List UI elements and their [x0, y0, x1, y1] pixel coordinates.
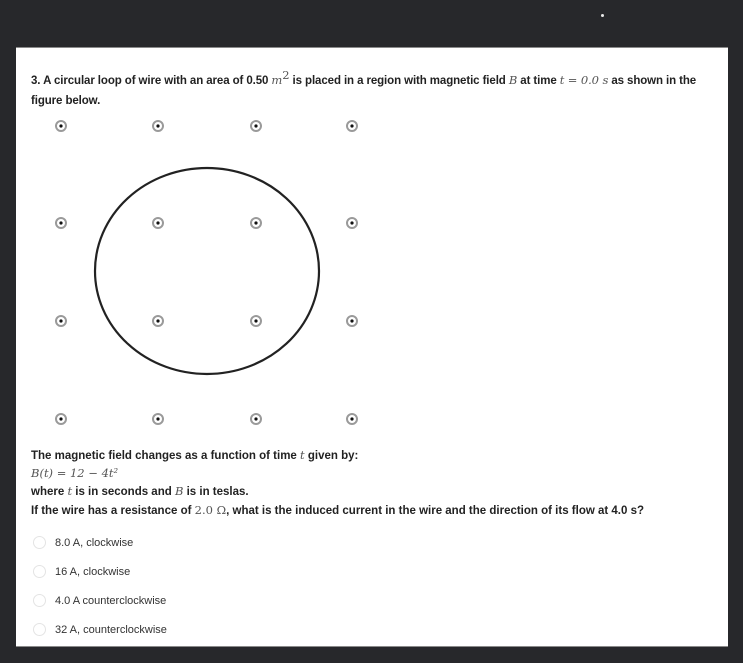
field-out-of-page-icon [251, 316, 261, 326]
field-out-of-page-icon [347, 414, 357, 424]
question-body: The magnetic field changes as a function of time t given by: B(t) = 12 − 4t² where t is in seconds and B is in teslas. If the wire has a resistance of 2.0 Ω, what is the induced current in the wire and the direction of its flow at 4.0 s? [31, 448, 645, 517]
field-out-of-page-icon [251, 414, 261, 424]
question-number: 3. [31, 74, 41, 87]
field-out-of-page-icon [56, 218, 66, 228]
radio-button[interactable] [33, 536, 46, 549]
field-equation: B(t) = 12 − 4t² [31, 466, 119, 480]
field-out-of-page-icon [56, 121, 66, 131]
question-text: 3. A circular loop of wire with an area of 0.50 $m^2$ is placed in a region with magnetic field B at time t = 0.0 s as shown in the figure below. [31, 68, 697, 107]
field-out-of-page-icon [153, 414, 163, 424]
answer-option[interactable]: 32 A, counterclockwise [31, 615, 167, 644]
field-out-of-page-icon [153, 218, 163, 228]
field-out-of-page-icon [153, 316, 163, 326]
radio-button[interactable] [33, 565, 46, 578]
answer-option[interactable]: 8.0 A, clockwise [31, 528, 167, 557]
radio-button[interactable] [33, 594, 46, 607]
field-out-of-page-icon [56, 316, 66, 326]
field-out-of-page-icon [347, 121, 357, 131]
question-card [16, 47, 728, 647]
field-out-of-page-icon [56, 414, 66, 424]
wire-loop [95, 168, 319, 374]
field-out-of-page-icon [251, 121, 261, 131]
field-out-of-page-icon [153, 121, 163, 131]
field-out-of-page-icon [251, 218, 261, 228]
answer-options [31, 528, 167, 644]
answer-option[interactable]: 16 A, clockwise [31, 557, 167, 586]
field-out-of-page-icon [347, 316, 357, 326]
status-dot [601, 14, 604, 17]
answer-option[interactable]: 4.0 A counterclockwise [31, 586, 167, 615]
radio-button[interactable] [33, 623, 46, 636]
field-out-of-page-icon [347, 218, 357, 228]
